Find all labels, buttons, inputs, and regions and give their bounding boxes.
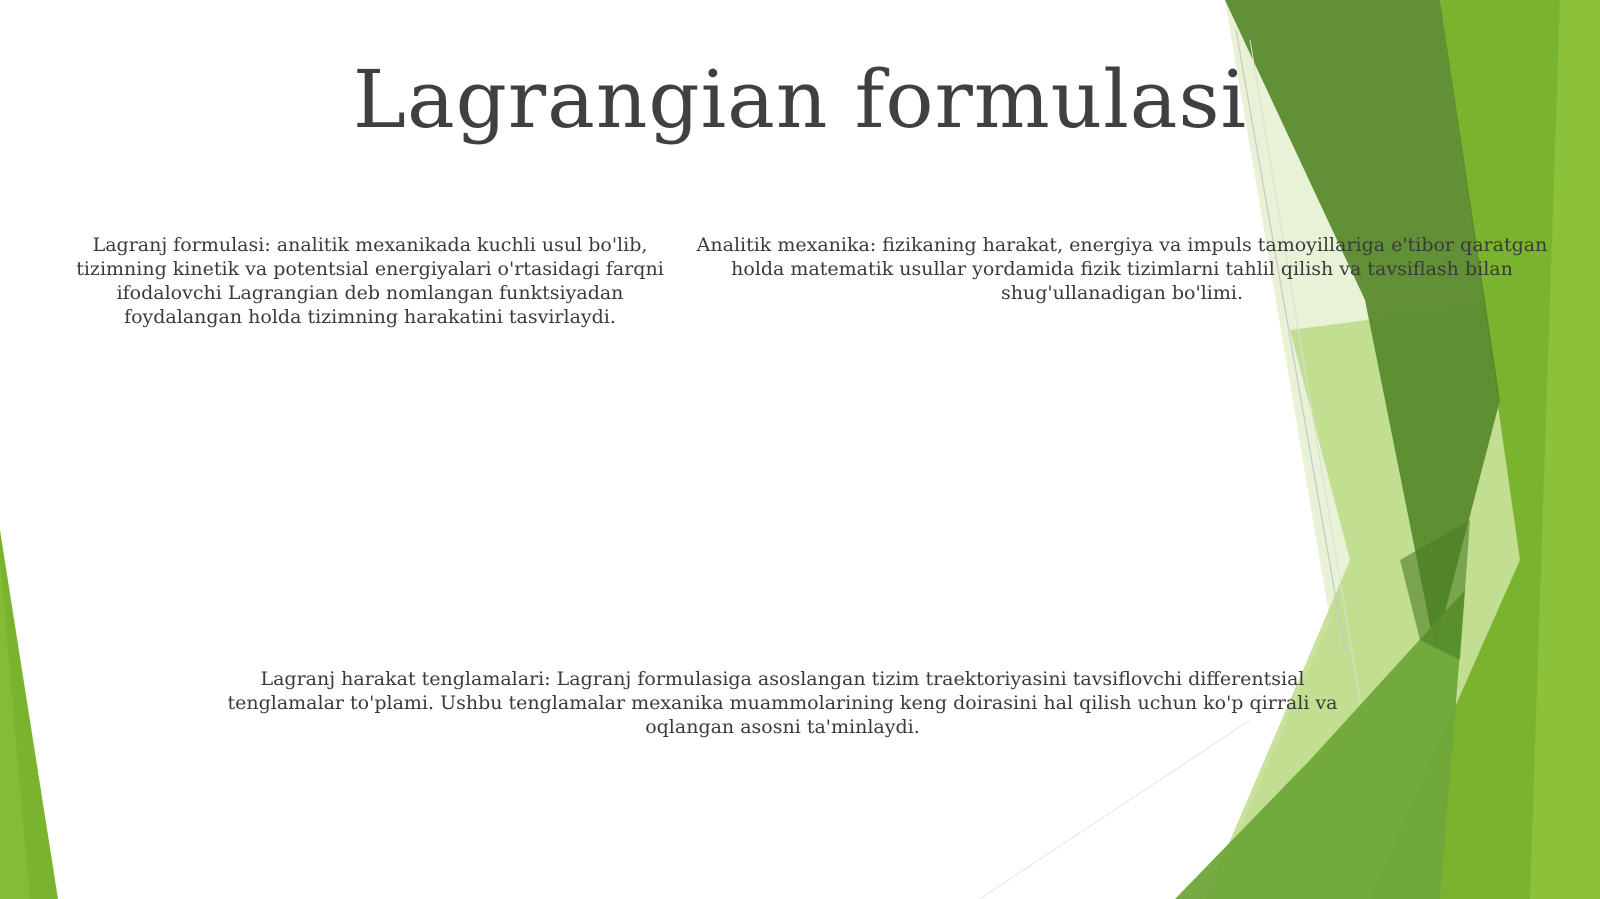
- paragraph-lagrange-equations: Lagranj harakat tenglamalari: Lagranj formulasiga asoslangan tizim traektoriyasini tavsiflovchi differentsial tenglamalar to'plami. Ushbu tenglamalar mexanika muammolarining keng doirasini hal qilish uchun ko'p qirrali va oqlangan asosni ta'minlaydi.: [227, 668, 1338, 738]
- slide-title: Lagrangian formulasi: [352, 53, 1248, 146]
- paragraph-analytical-mechanics: Analitik mexanika: fizikaning harakat, energiya va impuls tamoyillariga e'tibor qaratgan holda matematik usullar yordamida fizik tizimlarni tahlil qilish va tavsiflash bilan shug'ullanadigan bo'limi.: [696, 234, 1548, 304]
- paragraph-lagrange-formulation: Lagranj formulasi: analitik mexanikada kuchli usul bo'lib, tizimning kinetik va potentsial energiyalari o'rtasidagi farqni ifodalovchi Lagrangian deb nomlangan funktsiyadan foydalangan holda tizimning harakatini tasvirlaydi.: [76, 234, 664, 328]
